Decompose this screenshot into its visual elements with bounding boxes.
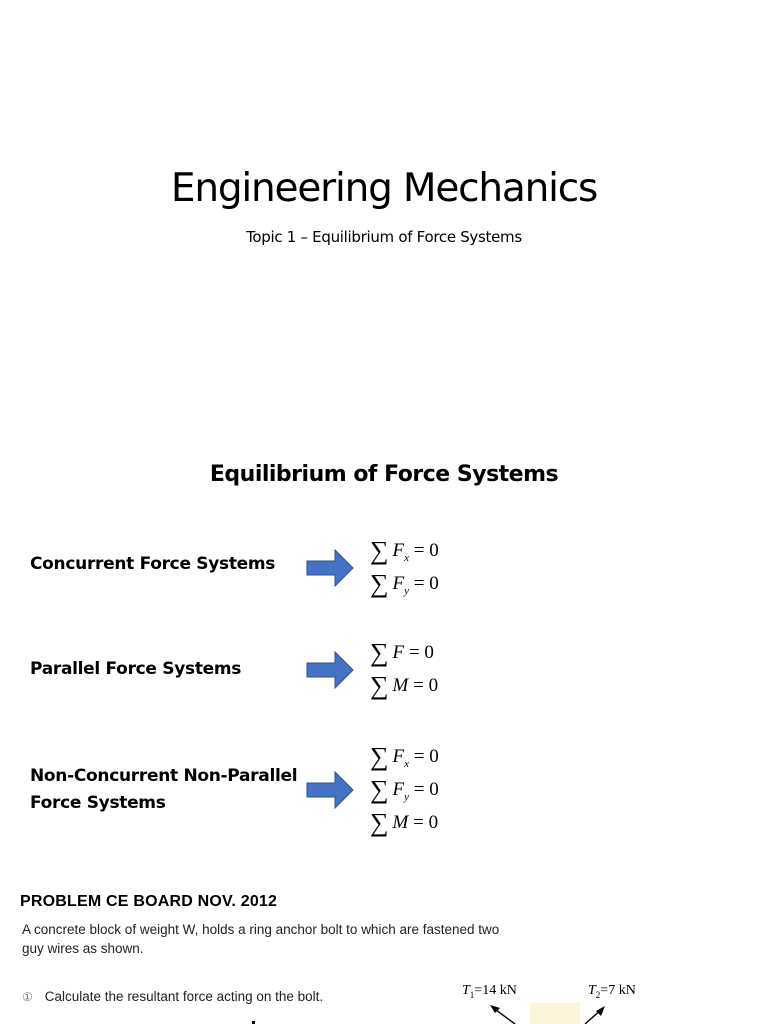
equation-sum-m: ∑ M = 0 bbox=[370, 808, 439, 837]
equation-sum-fy: ∑ $F_y = 0$ bbox=[370, 775, 439, 804]
title-slide bbox=[0, 0, 768, 420]
equation-sum-fy: ∑ $F_y = 0$ bbox=[370, 569, 439, 598]
arrowhead-t2-icon bbox=[596, 1006, 605, 1016]
concurrent-equations bbox=[370, 534, 439, 600]
slide-heading: Equilibrium of Force Systems bbox=[209, 462, 559, 487]
problem-item bbox=[22, 989, 323, 1004]
equation-sum-f: ∑ F = 0 bbox=[370, 638, 434, 667]
non-concurrent-equations bbox=[370, 740, 439, 839]
right-arrow-icon bbox=[305, 770, 355, 810]
equilibrium-slide bbox=[0, 420, 768, 875]
right-arrow-icon bbox=[305, 548, 355, 588]
problem-heading: PROBLEM CE BOARD NOV. 2012 bbox=[20, 893, 278, 910]
concurrent-label: Concurrent Force Systems bbox=[30, 554, 276, 574]
parallel-equations bbox=[370, 636, 438, 702]
equation-sum-fx: ∑ $F_x = 0$ bbox=[370, 536, 439, 565]
problem-statement: A concrete block of weight W, holds a ring anchor bolt to which are fastened two guy wires as shown. bbox=[22, 922, 500, 956]
item-text: Calculate the resultant force acting on the bolt. bbox=[44, 989, 324, 1004]
equation-sum-fx: ∑ $F_x = 0$ bbox=[370, 742, 439, 771]
slide-title: Engineering Mechanics bbox=[170, 166, 598, 211]
diagram-background-shape bbox=[530, 1003, 580, 1024]
problem-slide bbox=[0, 875, 768, 1024]
equation-sum-m: ∑ M = 0 bbox=[370, 671, 439, 700]
item-number: ① bbox=[22, 990, 33, 1004]
right-arrow-icon bbox=[305, 650, 355, 690]
tension-label-t2: $T_2=7$ kN bbox=[588, 983, 636, 1000]
tension-label-t1: $T_1=14$ kN bbox=[462, 983, 517, 1000]
guy-wires-diagram bbox=[440, 993, 680, 1024]
non-concurrent-label: Non-Concurrent Non-Parallel Force Systems bbox=[30, 766, 298, 813]
slide-subtitle: Topic 1 – Equilibrium of Force Systems bbox=[246, 228, 522, 246]
parallel-label: Parallel Force Systems bbox=[30, 659, 242, 679]
